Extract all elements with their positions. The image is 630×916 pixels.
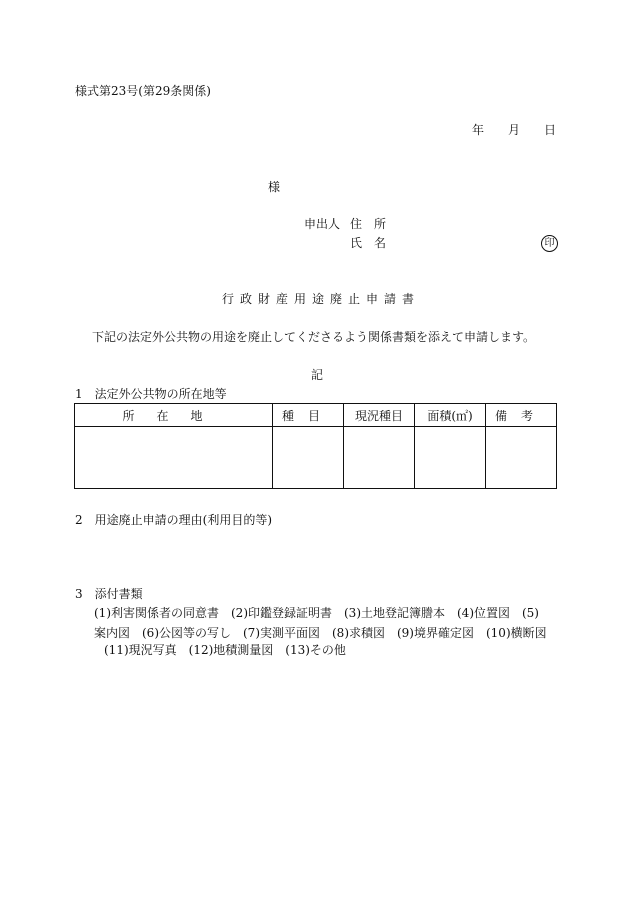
attachment-line: (1)利害関係者の同意書 (2)印鑑登録証明書 (3)土地登記簿謄本 (4)位置図 (5) [94,606,539,620]
addressee-suffix: 様 [268,180,281,194]
column-header-type: 種目 [273,404,344,427]
section3-heading: 3 添付書類 [75,587,143,601]
date-year-label: 年 [472,123,485,137]
area-cell[interactable] [415,427,486,489]
name-label: 氏 名 [350,236,387,250]
type-cell[interactable] [273,427,344,489]
date-line [472,123,556,137]
column-header-area: 面積(㎡) [415,404,486,427]
section1-heading: 1 法定外公共物の所在地等 [75,387,227,401]
document-title: 行政財産用途廃止申請書 [222,292,421,306]
date-month-label: 月 [508,123,521,137]
remarks-cell[interactable] [486,427,557,489]
location-cell[interactable] [75,427,273,489]
attachment-line: (11)現況写真 (12)地積測量図 (13)その他 [104,643,346,657]
location-table [74,403,557,489]
address-label: 住 所 [350,217,387,231]
seal-mark: 印 [541,235,558,252]
column-header-remarks: 備考 [486,404,557,427]
ki-marker: 記 [311,368,324,382]
body-text: 下記の法定外公共物の用途を廃止してくださるよう関係書類を添えて申請します。 [92,330,536,344]
attachment-line: 案内図 (6)公図等の写し (7)実測平面図 (8)求積図 (9)境界確定図 (10)横断図 [94,626,547,640]
date-day-label: 日 [544,123,557,137]
applicant-label: 申出人 [304,217,341,231]
table-header-row [75,404,557,427]
table-row [75,427,557,489]
column-header-current-type: 現況種目 [344,404,415,427]
form-number: 様式第23号(第29条関係) [75,84,211,98]
section2-heading: 2 用途廃止申請の理由(利用目的等) [75,513,272,527]
column-header-location: 所在地 [75,404,273,427]
current-type-cell[interactable] [344,427,415,489]
